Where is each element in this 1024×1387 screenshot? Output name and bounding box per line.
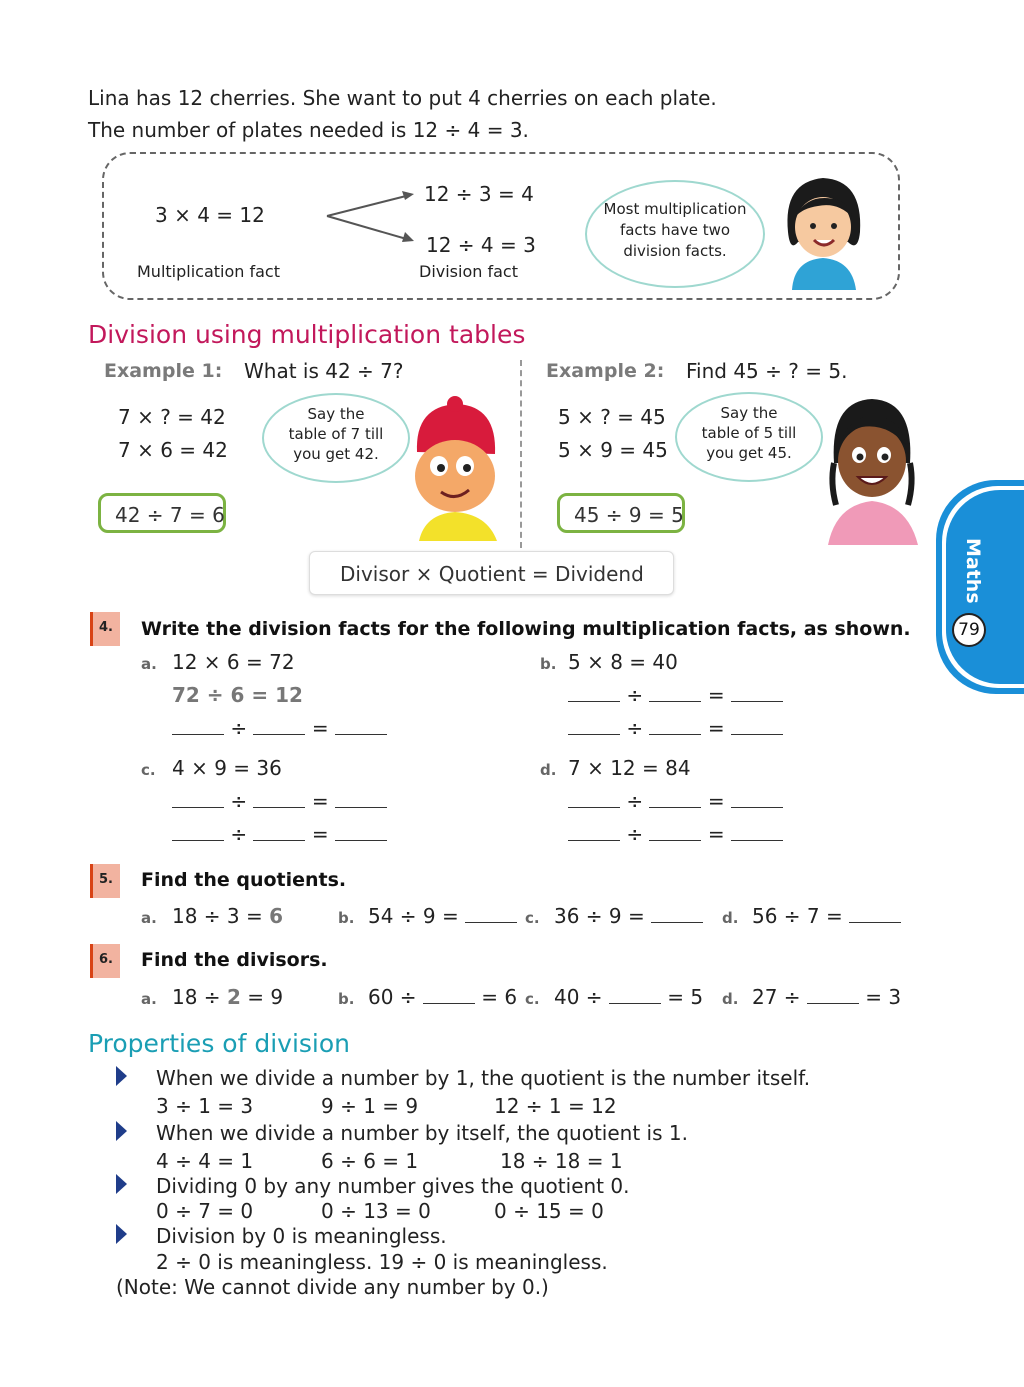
property-4: Division by 0 is meaningless. (156, 1224, 447, 1248)
property-2-example: 4 ÷ 4 = 1 (156, 1149, 254, 1173)
property-3-example: 0 ÷ 7 = 0 (156, 1199, 254, 1223)
equals-sign: = (707, 789, 725, 813)
property-2-example: 6 ÷ 6 = 1 (321, 1149, 419, 1173)
property-3-example: 0 ÷ 13 = 0 (321, 1199, 431, 1223)
q6-b-pre: 60 ÷ (368, 985, 417, 1009)
property-1-example: 12 ÷ 1 = 12 (494, 1094, 617, 1118)
bubble-line: division facts. (623, 242, 727, 260)
answer-blank[interactable] (568, 790, 620, 808)
answer-blank[interactable] (731, 684, 783, 702)
answer-blank[interactable] (335, 823, 387, 841)
q6-d-pre: 27 ÷ (752, 985, 801, 1009)
item-letter: c. (525, 990, 540, 1008)
equals-sign: = (707, 822, 725, 846)
question-4-number-badge (90, 612, 120, 646)
fact-speech-bubble (585, 180, 765, 288)
answer-blank[interactable] (465, 905, 517, 923)
equals-sign: = (311, 822, 329, 846)
example-1-step-1: 7 × ? = 42 (118, 405, 226, 429)
item-letter: a. (141, 990, 157, 1008)
property-3-example: 0 ÷ 15 = 0 (494, 1199, 604, 1223)
bubble-line: you get 45. (706, 444, 792, 462)
answer-blank[interactable] (253, 790, 305, 808)
q5-b (368, 904, 517, 928)
bubble-line: Say the (720, 404, 778, 422)
chevron-right-icon (116, 1224, 127, 1244)
item-letter: d. (722, 990, 739, 1008)
property-1: When we divide a number by 1, the quotient is the number itself. (156, 1066, 811, 1090)
boy-turban-illustration-icon (405, 396, 505, 541)
answer-blank[interactable] (423, 986, 475, 1004)
bubble-line: table of 7 till (288, 425, 384, 443)
q5-b-text: 54 ÷ 9 = (368, 904, 459, 928)
q6-a-post: = 9 (247, 985, 284, 1009)
q4-c-blank-line (172, 822, 387, 846)
q5-a (172, 904, 283, 928)
answer-blank[interactable] (172, 717, 224, 735)
bubble-line: you get 42. (293, 445, 379, 463)
q6-a-pre: 18 ÷ (172, 985, 221, 1009)
example-1-answer: 42 ÷ 7 = 6 (115, 503, 225, 527)
property-note: (Note: We cannot divide any number by 0.) (116, 1275, 549, 1299)
q6-a (172, 985, 283, 1009)
question-4-title: Write the division facts for the following multiplication facts, as shown. (141, 618, 911, 640)
question-number: 6. (99, 952, 113, 967)
question-6-number-badge (90, 944, 120, 978)
question-number: 4. (99, 620, 113, 635)
q6-b-post: = 6 (481, 985, 518, 1009)
rule-box (309, 551, 674, 595)
q6-c-pre: 40 ÷ (554, 985, 603, 1009)
divide-sign: ÷ (230, 822, 248, 846)
answer-blank[interactable] (335, 717, 387, 735)
answer-blank[interactable] (731, 823, 783, 841)
multiplication-equation: 3 × 4 = 12 (155, 203, 265, 227)
property-2: When we divide a number by itself, the quotient is 1. (156, 1121, 688, 1145)
q5-a-text: 18 ÷ 3 = (172, 904, 263, 928)
equals-sign: = (707, 683, 725, 707)
q5-a-answer: 6 (269, 904, 284, 928)
chevron-right-icon (116, 1066, 127, 1086)
answer-blank[interactable] (568, 823, 620, 841)
divide-sign: ÷ (626, 822, 644, 846)
example-1-speech-bubble (262, 393, 410, 483)
example-2-speech-bubble (675, 392, 823, 482)
answer-blank[interactable] (568, 717, 620, 735)
equals-sign: = (311, 716, 329, 740)
bubble-line: Most multiplication (603, 200, 747, 218)
answer-blank[interactable] (253, 823, 305, 841)
intro-line-2: The number of plates needed is 12 ÷ 4 = 3. (88, 118, 529, 142)
q4-d-blank-line (568, 789, 783, 813)
item-letter: b. (338, 909, 355, 927)
property-1-example: 9 ÷ 1 = 9 (321, 1094, 419, 1118)
answer-blank[interactable] (651, 905, 703, 923)
girl-illustration-icon (778, 172, 868, 290)
page-number-text: 79 (958, 620, 980, 640)
answer-blank[interactable] (568, 684, 620, 702)
example-2-answer: 45 ÷ 9 = 5 (574, 503, 684, 527)
answer-blank[interactable] (649, 717, 701, 735)
answer-blank[interactable] (253, 717, 305, 735)
answer-blank[interactable] (649, 684, 701, 702)
example-1-step-2: 7 × 6 = 42 (118, 438, 228, 462)
side-tab (936, 480, 1024, 694)
example-divider (520, 360, 522, 548)
item-letter: a. (141, 655, 157, 673)
side-tab-subject: Maths (962, 538, 984, 604)
q5-d-text: 56 ÷ 7 = (752, 904, 843, 928)
question-6-title: Find the divisors. (141, 949, 328, 971)
divide-sign: ÷ (230, 789, 248, 813)
answer-blank[interactable] (335, 790, 387, 808)
answer-blank[interactable] (807, 986, 859, 1004)
answer-blank[interactable] (731, 717, 783, 735)
q6-c (554, 985, 703, 1009)
answer-blank[interactable] (731, 790, 783, 808)
item-letter: d. (540, 761, 557, 779)
example-2-step-1: 5 × ? = 45 (558, 405, 666, 429)
answer-blank[interactable] (849, 905, 901, 923)
answer-blank[interactable] (172, 823, 224, 841)
property-2-example: 18 ÷ 18 = 1 (500, 1149, 623, 1173)
item-letter: c. (525, 909, 540, 927)
q5-c-text: 36 ÷ 9 = (554, 904, 645, 928)
rule-text: Divisor × Quotient = Dividend (340, 562, 644, 586)
item-letter: b. (540, 655, 557, 673)
example-1-question: What is 42 ÷ 7? (244, 359, 404, 383)
q4-d-fact: 7 × 12 = 84 (568, 756, 691, 780)
divide-sign: ÷ (230, 716, 248, 740)
example-1-answer-box (98, 493, 226, 533)
property-1-example: 3 ÷ 1 = 3 (156, 1094, 254, 1118)
girl-braids-illustration-icon (822, 393, 922, 545)
answer-blank[interactable] (649, 823, 701, 841)
property-3: Dividing 0 by any number gives the quotient 0. (156, 1174, 630, 1198)
q4-b-blank-line (568, 716, 783, 740)
q5-c (554, 904, 703, 928)
answer-blank[interactable] (172, 790, 224, 808)
example-2-answer-box (557, 493, 685, 533)
question-5-title: Find the quotients. (141, 869, 347, 891)
division-equation-1: 12 ÷ 3 = 4 (424, 182, 534, 206)
item-letter: a. (141, 909, 157, 927)
q4-b-blank-line (568, 683, 783, 707)
bubble-line: Say the (307, 405, 365, 423)
bubble-line: facts have two (619, 221, 731, 239)
q4-c-fact: 4 × 9 = 36 (172, 756, 282, 780)
q4-b-fact: 5 × 8 = 40 (568, 650, 678, 674)
example-2-question: Find 45 ÷ ? = 5. (686, 359, 848, 383)
example-2-step-2: 5 × 9 = 45 (558, 438, 668, 462)
multiplication-fact-label: Multiplication fact (137, 262, 280, 281)
equals-sign: = (707, 716, 725, 740)
divide-sign: ÷ (626, 716, 644, 740)
q4-c-blank-line (172, 789, 387, 813)
divide-sign: ÷ (626, 789, 644, 813)
q6-c-post: = 5 (667, 985, 704, 1009)
q6-b (368, 985, 517, 1009)
answer-blank[interactable] (649, 790, 701, 808)
page-number (952, 613, 986, 647)
branch-arrows-icon (322, 185, 422, 250)
question-5-number-badge (90, 864, 120, 898)
item-letter: c. (141, 761, 156, 779)
chevron-right-icon (116, 1121, 127, 1141)
equals-sign: = (311, 789, 329, 813)
bubble-line: table of 5 till (701, 424, 797, 442)
q4-a-fact: 12 × 6 = 72 (172, 650, 295, 674)
q4-a-answer: 72 ÷ 6 = 12 (172, 683, 303, 707)
q5-d (752, 904, 901, 928)
item-letter: d. (722, 909, 739, 927)
division-fact-label: Division fact (419, 262, 518, 281)
answer-blank[interactable] (609, 986, 661, 1004)
section-title-properties: Properties of division (88, 1029, 350, 1058)
example-1-label: Example 1: (104, 360, 223, 382)
q4-a-blank-line (172, 716, 387, 740)
item-letter: b. (338, 990, 355, 1008)
q4-d-blank-line (568, 822, 783, 846)
intro-line-1: Lina has 12 cherries. She want to put 4 cherries on each plate. (88, 86, 717, 110)
divide-sign: ÷ (626, 683, 644, 707)
section-title-division-tables: Division using multiplication tables (88, 320, 526, 349)
division-equation-2: 12 ÷ 4 = 3 (426, 233, 536, 257)
q6-d-post: = 3 (865, 985, 902, 1009)
chevron-right-icon (116, 1174, 127, 1194)
example-2-label: Example 2: (546, 360, 665, 382)
property-4-example: 2 ÷ 0 is meaningless. 19 ÷ 0 is meaningless. (156, 1250, 608, 1274)
q6-d (752, 985, 901, 1009)
question-number: 5. (99, 872, 113, 887)
q6-a-answer: 2 (226, 985, 241, 1009)
